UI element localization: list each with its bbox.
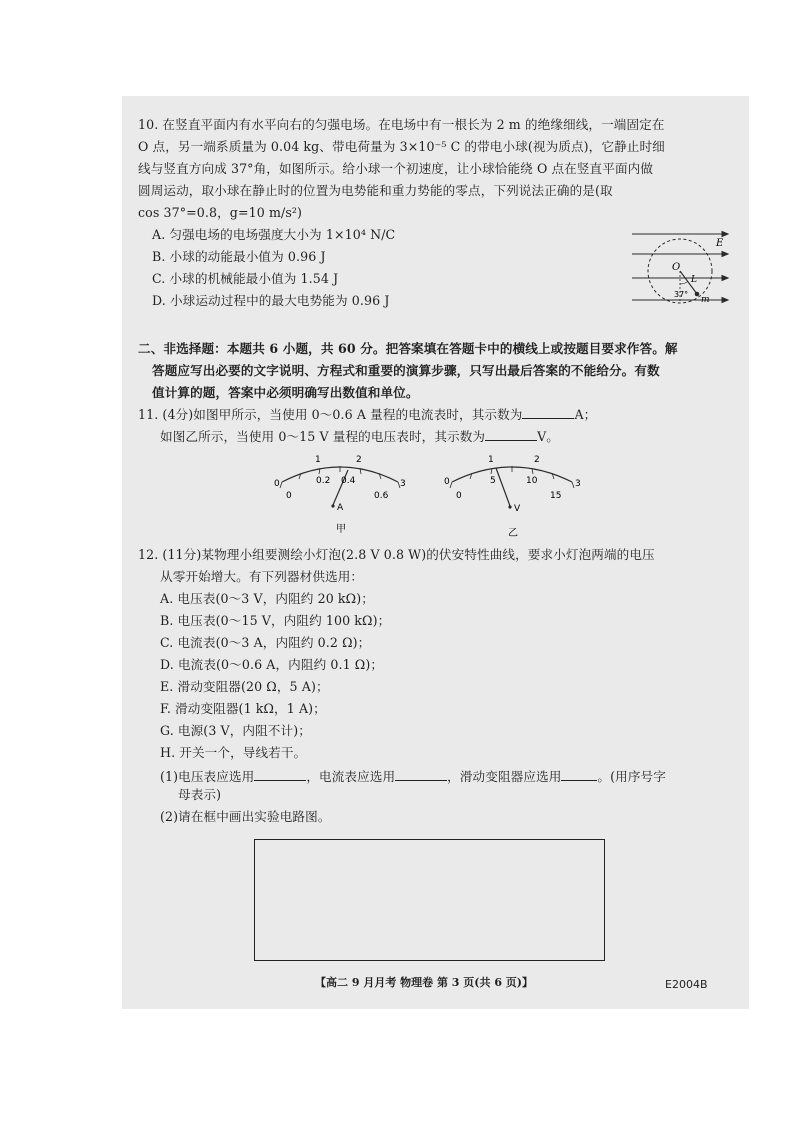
voltmeter-top-2: 2 [534,455,540,465]
q11-answer-blank-current[interactable] [522,406,574,419]
q12-blank-voltmeter[interactable] [254,768,306,781]
q10-option-d: D. 小球运动过程中的最大电势能为 0.96 J [152,293,390,308]
voltmeter-unit: V [514,504,521,514]
ammeter-scale-0: 0 [286,491,292,501]
ammeter-scale-0-4: 0.4 [341,476,356,486]
q10-option-b: B. 小球的动能最小值为 0.96 J [152,249,326,264]
q10-line-5: cos 37°=0.8，g=10 m/s²) [138,205,303,220]
field-label-e: E [716,238,724,249]
q12-item-h: H. 开关一个，导线若干。 [160,745,307,760]
q11-line-2 [160,428,559,445]
q12-item-d: D. 电流表(0～0.6 A，内阻约 0.1 Ω)； [160,657,384,672]
section-2-line-1: 二、非选择题：本题共 6 小题，共 60 分。把答案填在答题卡中的横线上或按题目要求作答。解 [138,341,678,356]
circuit-drawing-box[interactable] [254,839,605,961]
voltmeter-scale-5: 5 [490,476,496,486]
ammeter-top-0: 0 [274,479,280,489]
voltmeter-figure [438,448,588,543]
q12-item-a: A. 电压表(0～3 V，内阻约 20 kΩ)； [160,591,374,606]
q11-answer-blank-voltage[interactable] [485,428,537,441]
q10-option-c: C. 小球的机械能最小值为 1.54 J [152,271,339,286]
mass-label-m: m [701,295,710,305]
q12-line-1: 12. (11分)某物理小组要测绘小灯泡(2.8 V 0.8 W)的伏安特性曲线，要求小灯泡两端的电压 [138,547,655,562]
q12-item-e: E. 滑动变阻器(20 Ω，5 A)； [160,679,329,694]
ammeter-scale-0-6: 0.6 [374,491,389,501]
q12-sub-1-text-d: 。(用序号字 [597,769,666,784]
voltmeter-scale-10: 10 [526,476,538,486]
q10-line-3: 线与竖直方向成 37°角，如图所示。给小球一个初速度，让小球恰能绕 O 点在竖直平面内做 [138,161,654,176]
ammeter-caption: 甲 [336,524,346,535]
q10-line-1: 10. 在竖直平面内有水平向右的匀强电场。在电场中有一根长为 2 m 的绝缘细线，一端固定在 [138,117,665,132]
ammeter-top-2: 2 [356,455,362,465]
voltmeter-caption: 乙 [508,528,518,539]
angle-label: 37° [674,290,689,299]
paper-code: E2004B [665,978,708,991]
q11-line-2-unit: V。 [537,429,559,444]
exam-page [122,96,749,1009]
section-2-line-2: 答题应写出必要的文字说明、方程式和重要的演算步骤，只写出最后答案的不能给分。有数 [152,363,660,378]
section-2-line-3: 值计算的题，答案中必须明确写出数值和单位。 [152,385,419,400]
length-label-l: L [691,275,697,285]
q10-line-2: O 点，另一端系质量为 0.04 kg、带电荷量为 3×10⁻⁵ C 的带电小球(视为质点)，它静止时细 [138,139,665,154]
q10-option-a: A. 匀强电场的电场强度大小为 1×10⁴ N/C [152,227,396,242]
voltmeter-scale-0: 0 [456,491,462,501]
ammeter-top-1: 1 [315,455,321,465]
q10-field-figure [630,226,732,308]
ammeter-unit: A [337,503,344,513]
q11-line-2-text: 如图乙所示，当使用 0～15 V 量程的电压表时，其示数为 [160,429,486,444]
voltmeter-top-3: 3 [575,479,581,489]
q12-sub-1-text-c: ，滑动变阻器应选用 [447,769,562,784]
q12-sub-2: (2)请在框中画出实验电路图。 [160,809,331,824]
q11-line-1-unit: A； [574,407,597,422]
voltmeter-top-1: 1 [488,455,494,465]
ammeter-figure [270,448,410,538]
voltmeter-scale-15: 15 [550,491,562,501]
point-label-o: O [672,262,681,273]
q12-item-f: F. 滑动变阻器(1 kΩ，1 A)； [160,701,326,716]
q12-item-g: G. 电源(3 V，内阻不计)； [160,723,311,738]
voltmeter-top-0: 0 [444,477,450,487]
q12-sub-1-text-a: (1)电压表应选用 [160,769,255,784]
q11-line-1 [138,406,596,423]
voltmeter-pointer [496,468,510,506]
q12-line-2: 从零开始增大。有下列器材供选用： [160,569,364,584]
q12-sub-1 [160,768,666,785]
q11-line-1-text: 11. (4分)如图甲所示，当使用 0～0.6 A 量程的电流表时，其示数为 [138,407,523,422]
q12-blank-rheostat[interactable] [561,768,597,781]
page-footer: 【高二 9 月月考 物理卷 第 3 页(共 6 页)】 [315,976,534,989]
q10-line-4: 圆周运动，取小球在静止时的位置为电势能和重力势能的零点，下列说法正确的是(取 [138,183,613,198]
ammeter-scale-0-2: 0.2 [316,476,331,486]
q12-item-c: C. 电流表(0～3 A，内阻约 0.2 Ω)； [160,635,371,650]
q12-sub-1-text-b: ，电流表应选用 [306,769,396,784]
ammeter-top-3: 3 [400,479,406,489]
q12-blank-ammeter[interactable] [395,768,447,781]
q12-item-b: B. 电压表(0～15 V，内阻约 100 kΩ)； [160,613,391,628]
q12-sub-1-cont: 母表示) [178,787,222,802]
